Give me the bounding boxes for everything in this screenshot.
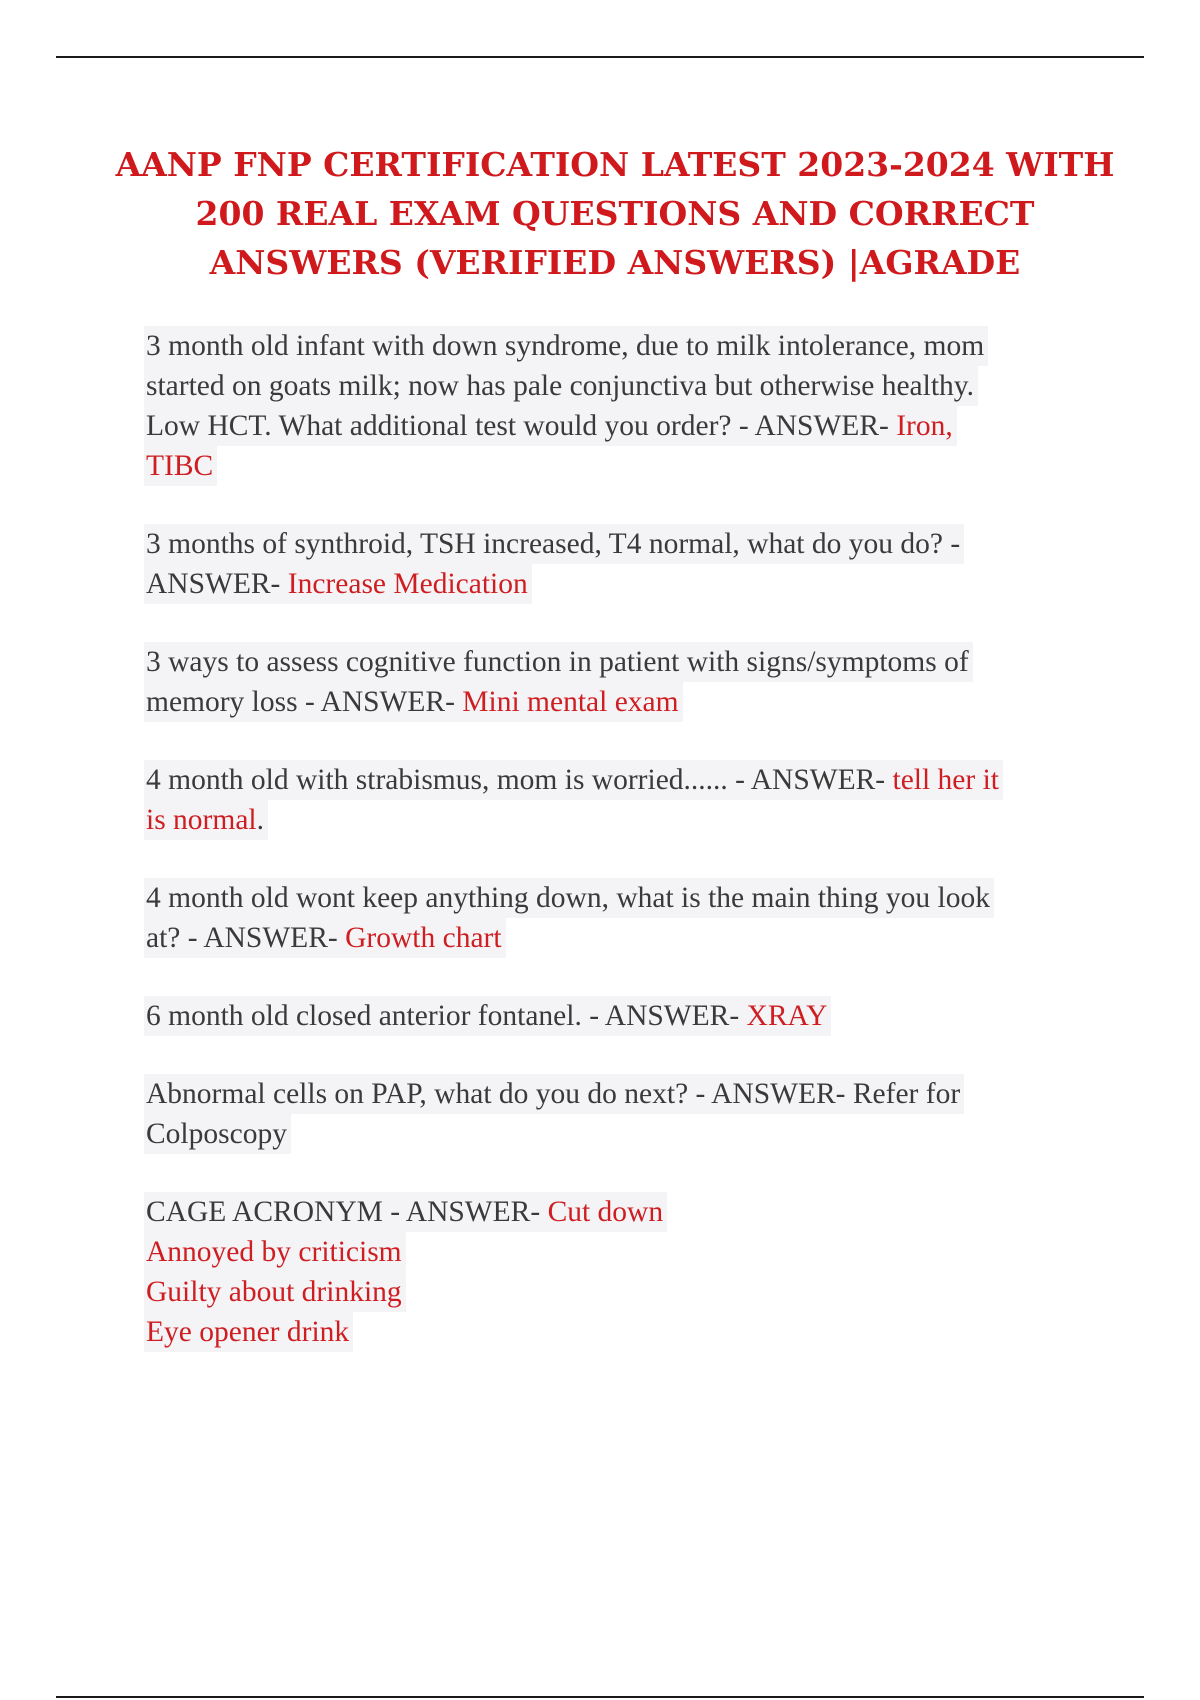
question-line <box>144 406 957 446</box>
question-line <box>144 1192 667 1232</box>
question-text: Low HCT. What additional test would you order? - ANSWER- <box>146 410 897 442</box>
header-rule <box>56 56 1144 58</box>
answer-line: Annoyed by criticism <box>144 1232 406 1272</box>
title-line: AANP FNP CERTIFICATION LATEST 2023-2024 WITH <box>115 145 1115 184</box>
question-line: started on goats milk; now has pale conjunctiva but otherwise healthy. <box>144 366 978 406</box>
question-text: memory loss - ANSWER- <box>146 686 463 718</box>
answer-text: tell her it <box>892 764 999 796</box>
question-text: at? - ANSWER- <box>146 922 346 954</box>
qa-item <box>144 1192 1094 1352</box>
answer-line: Eye opener drink <box>144 1312 353 1352</box>
qa-item <box>144 760 1094 840</box>
document-title <box>110 140 1120 287</box>
answer-line <box>144 800 268 840</box>
question-line: Abnormal cells on PAP, what do you do next? - ANSWER- Refer for <box>144 1074 964 1114</box>
footer-rule <box>56 1696 1144 1698</box>
answer-text: Growth chart <box>345 922 502 954</box>
answer-text: Increase Medication <box>287 568 528 600</box>
qa-item <box>144 326 1094 486</box>
qa-item <box>144 524 1094 604</box>
qa-item <box>144 878 1094 958</box>
qa-item <box>144 642 1094 722</box>
question-text: 6 month old closed anterior fontanel. - ANSWER- <box>146 1000 747 1032</box>
qa-item <box>144 996 1094 1036</box>
answer-text: Mini mental exam <box>462 686 679 718</box>
answer-text: XRAY <box>746 1000 828 1032</box>
qa-list <box>144 326 1094 1352</box>
question-line <box>144 760 1003 800</box>
trailing-punct: . <box>256 804 264 836</box>
question-line: 3 months of synthroid, TSH increased, T4 normal, what do you do? - <box>144 524 964 564</box>
question-line: 3 ways to assess cognitive function in patient with signs/symptoms of <box>144 642 973 682</box>
title-line: 200 REAL EXAM QUESTIONS AND CORRECT <box>195 194 1035 233</box>
answer-line: TIBC <box>144 446 217 486</box>
question-line <box>144 564 532 604</box>
question-text: 4 month old with strabismus, mom is worried...... - ANSWER- <box>146 764 893 796</box>
question-line: 4 month old wont keep anything down, what is the main thing you look <box>144 878 994 918</box>
answer-text: is normal <box>146 804 257 836</box>
question-line <box>144 918 506 958</box>
question-line <box>144 682 683 722</box>
question-line: 3 month old infant with down syndrome, due to milk intolerance, mom <box>144 326 988 366</box>
title-line: ANSWERS (VERIFIED ANSWERS) |AGRADE <box>209 243 1021 282</box>
answer-line: Guilty about drinking <box>144 1272 406 1312</box>
question-line: Colposcopy <box>144 1114 291 1154</box>
question-text: ANSWER- <box>146 568 288 600</box>
question-line <box>144 996 831 1036</box>
qa-item <box>144 1074 1094 1154</box>
answer-text: Cut down <box>547 1196 664 1228</box>
answer-text: Iron, <box>896 410 953 442</box>
question-text: CAGE ACRONYM - ANSWER- <box>146 1196 548 1228</box>
